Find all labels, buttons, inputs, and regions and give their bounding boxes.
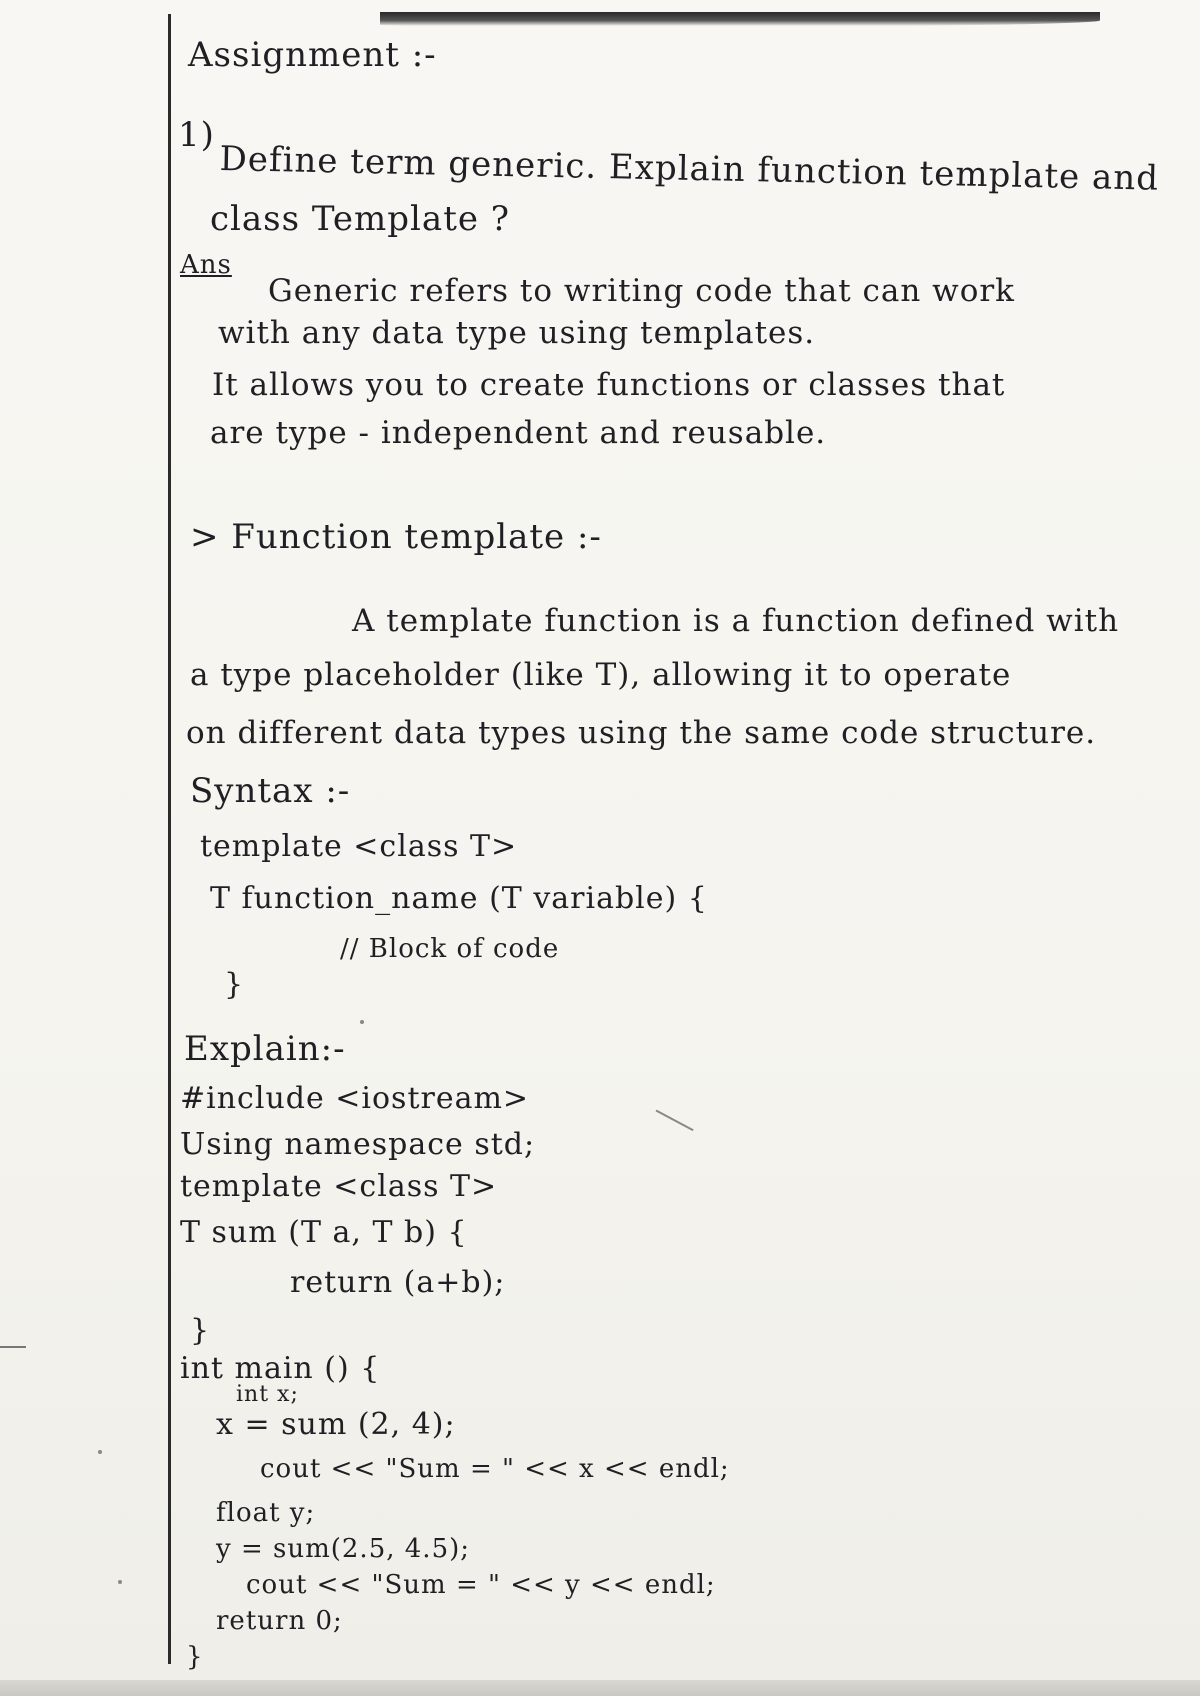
code-line-11: float y; <box>216 1498 316 1528</box>
code-line-14: return 0; <box>216 1606 343 1636</box>
speck-dot <box>118 1580 122 1584</box>
answer-label: Ans <box>180 250 232 280</box>
page-bottom-edge <box>0 1680 1200 1696</box>
code-line-9: x = sum (2, 4); <box>216 1407 456 1442</box>
code-line-13: cout << "Sum = " << y << endl; <box>246 1570 716 1600</box>
syntax-line-4: } <box>224 967 245 1002</box>
code-line-4: T sum (T a, T b) { <box>180 1215 468 1250</box>
tick-mark <box>644 1110 693 1153</box>
answer-line-4: are type - independent and reusable. <box>210 415 827 451</box>
ft-para-line-3: on different data types using the same code structure. <box>186 715 1097 751</box>
code-line-8: int x; <box>236 1382 299 1407</box>
question-number: 1) <box>178 115 215 155</box>
speck-dot <box>360 1020 364 1024</box>
syntax-line-3: // Block of code <box>340 934 560 964</box>
code-line-12: y = sum(2.5, 4.5); <box>216 1534 471 1564</box>
page-top-shadow <box>380 12 1100 26</box>
code-line-1: #include <iostream> <box>180 1081 530 1116</box>
code-line-3: template <class T> <box>180 1169 498 1204</box>
code-line-10: cout << "Sum = " << x << endl; <box>260 1454 730 1484</box>
code-line-2: Using namespace std; <box>180 1127 536 1162</box>
speck-dot <box>98 1450 102 1454</box>
question-line-1: Define term generic. Explain function template and <box>219 139 1160 199</box>
ft-para-line-2: a type placeholder (like T), allowing it to operate <box>190 657 1012 693</box>
answer-line-1: Generic refers to writing code that can work <box>268 273 1015 309</box>
code-line-15: } <box>186 1642 204 1672</box>
code-line-5: return (a+b); <box>290 1265 506 1300</box>
syntax-line-1: template <class T> <box>200 829 518 864</box>
example-label: Explain:- <box>184 1029 346 1069</box>
page-title: Assignment :- <box>188 35 437 75</box>
code-line-6: } <box>190 1313 211 1348</box>
function-template-heading: > Function template :- <box>190 517 602 557</box>
left-edge-mark <box>0 1346 26 1348</box>
code-line-7: int main () { <box>180 1351 381 1386</box>
question-line-2: class Template ? <box>210 199 511 239</box>
margin-line <box>168 14 171 1664</box>
ft-para-line-1: A template function is a function defined with <box>352 603 1120 639</box>
answer-line-3: It allows you to create functions or classes that <box>212 367 1006 403</box>
answer-line-2: with any data type using templates. <box>218 315 816 351</box>
syntax-label: Syntax :- <box>190 771 351 811</box>
syntax-line-2: T function_name (T variable) { <box>210 881 708 916</box>
